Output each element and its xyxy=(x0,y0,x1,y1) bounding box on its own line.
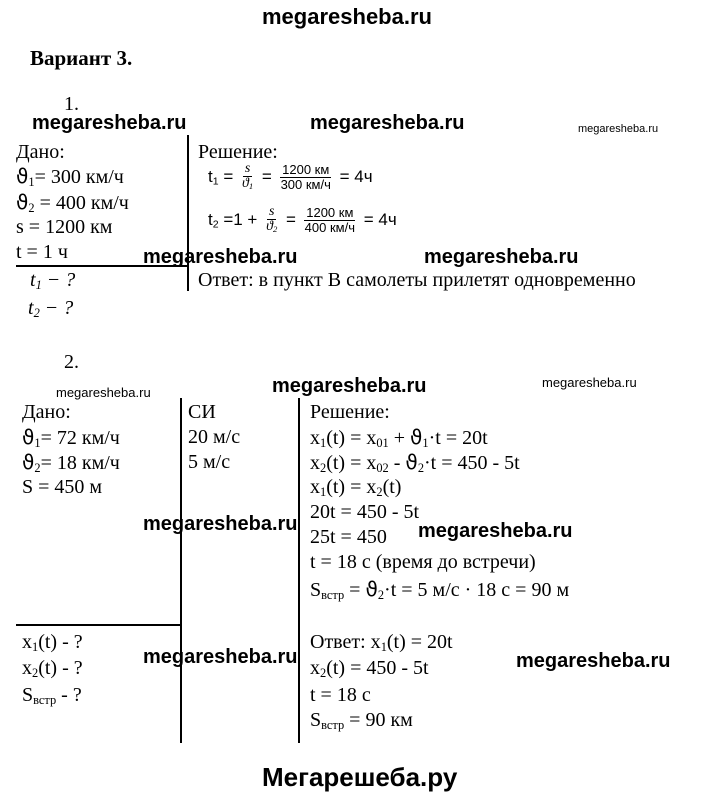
task2-divider-solution xyxy=(298,398,300,743)
task2-solution-label: Решение: xyxy=(310,401,390,423)
task1-given-v2: $ϑ_2 = 400$ км/ч xyxy=(16,190,129,216)
task2-answer-line-2: $x_2(t) = 450 - 5t$ xyxy=(310,657,429,681)
task2-solution-line-4: 20t = 450 - 5t xyxy=(310,501,420,523)
task1-find-t1: $t_1$ − ? xyxy=(30,269,76,293)
task2-answer-line-1: Ответ: $x_1(t) = 20t$ xyxy=(310,631,453,655)
task2-given-s: S = 450 м xyxy=(22,476,103,498)
task2-si-label: СИ xyxy=(188,401,216,423)
watermark: megaresheba.ru xyxy=(272,375,427,397)
task2-number: 2. xyxy=(64,351,79,373)
header-watermark: megaresheba.ru xyxy=(262,4,432,29)
watermark: megaresheba.ru xyxy=(424,246,579,268)
watermark: megaresheba.ru xyxy=(578,123,659,135)
task2-given-label: Дано: xyxy=(22,401,71,423)
watermark: megaresheba.ru xyxy=(143,513,298,535)
task1-answer: Ответ: в пункт В самолеты прилетят одновременно xyxy=(198,269,636,291)
watermark: megaresheba.ru xyxy=(56,385,151,400)
footer-watermark: Мегарешеба.ру xyxy=(262,762,458,792)
task1-number: 1. xyxy=(64,93,79,115)
task2-given-divider xyxy=(16,624,180,626)
watermark: megaresheba.ru xyxy=(310,112,465,134)
task2-answer-line-4: $S_{встр} = 90$ км xyxy=(310,709,413,733)
task2-find-x1: $x_1(t)$ - ? xyxy=(22,631,83,655)
task2-find-s: $S_{встр}$ - ? xyxy=(22,684,82,708)
watermark: megaresheba.ru xyxy=(143,246,298,268)
task2-find-x2: $x_2(t)$ - ? xyxy=(22,657,83,681)
task2-divider-si xyxy=(180,398,182,743)
task2-solution-line-3: $x_1(t) = x_2(t)$ xyxy=(310,476,402,500)
task1-given-t: t = 1 ч xyxy=(16,241,68,263)
task2-si-v1: 20 м/с xyxy=(188,426,241,448)
task2-given-v1: $ϑ_1= 72$ км/ч xyxy=(22,425,120,451)
watermark: megaresheba.ru xyxy=(418,520,573,542)
task1-given-v1: $ϑ_1= 300$ км/ч xyxy=(16,164,124,190)
watermark: megaresheba.ru xyxy=(516,650,671,672)
watermark: megaresheba.ru xyxy=(143,646,298,668)
watermark: megaresheba.ru xyxy=(32,112,187,134)
variant-title: Вариант 3. xyxy=(30,46,133,70)
task2-solution-line-1: $x_1(t) = x_{01} + ϑ_1\cdot t = 20t$ xyxy=(310,425,488,451)
task1-equation-1: $t_1$ = $\frac{s}{ϑ_1}$ = $\frac{1200 км}{300 км/ч}$ = 4ч xyxy=(208,161,373,193)
task2-solution-line-2: $x_2(t) = x_{02} - ϑ_2\cdot t = 450 - 5t$ xyxy=(310,450,520,476)
task2-given-v2: $ϑ_2= 18$ км/ч xyxy=(22,450,120,476)
task2-answer-line-3: t = 18 с xyxy=(310,684,371,706)
task1-find-t2: $t_2$ − ? xyxy=(28,297,74,321)
task1-given-label: Дано: xyxy=(16,141,65,163)
task2-solution-line-7: $S_{встр} = ϑ_2\cdot t = 5$ м/с · 18 с = 90 м xyxy=(310,577,570,603)
task2-solution-line-5: 25t = 450 xyxy=(310,526,387,548)
task1-solution-label: Решение: xyxy=(198,141,278,163)
task2-si-v2: 5 м/с xyxy=(188,451,231,473)
task1-equation-2: $t_2 =1$ + $\frac{s}{ϑ_2}$ = $\frac{1200 км}{400 км/ч}$ = 4ч xyxy=(208,204,397,236)
task1-given-s: s = 1200 км xyxy=(16,216,113,238)
watermark: megaresheba.ru xyxy=(542,375,637,390)
task2-solution-line-6: t = 18 с (время до встречи) xyxy=(310,551,536,573)
